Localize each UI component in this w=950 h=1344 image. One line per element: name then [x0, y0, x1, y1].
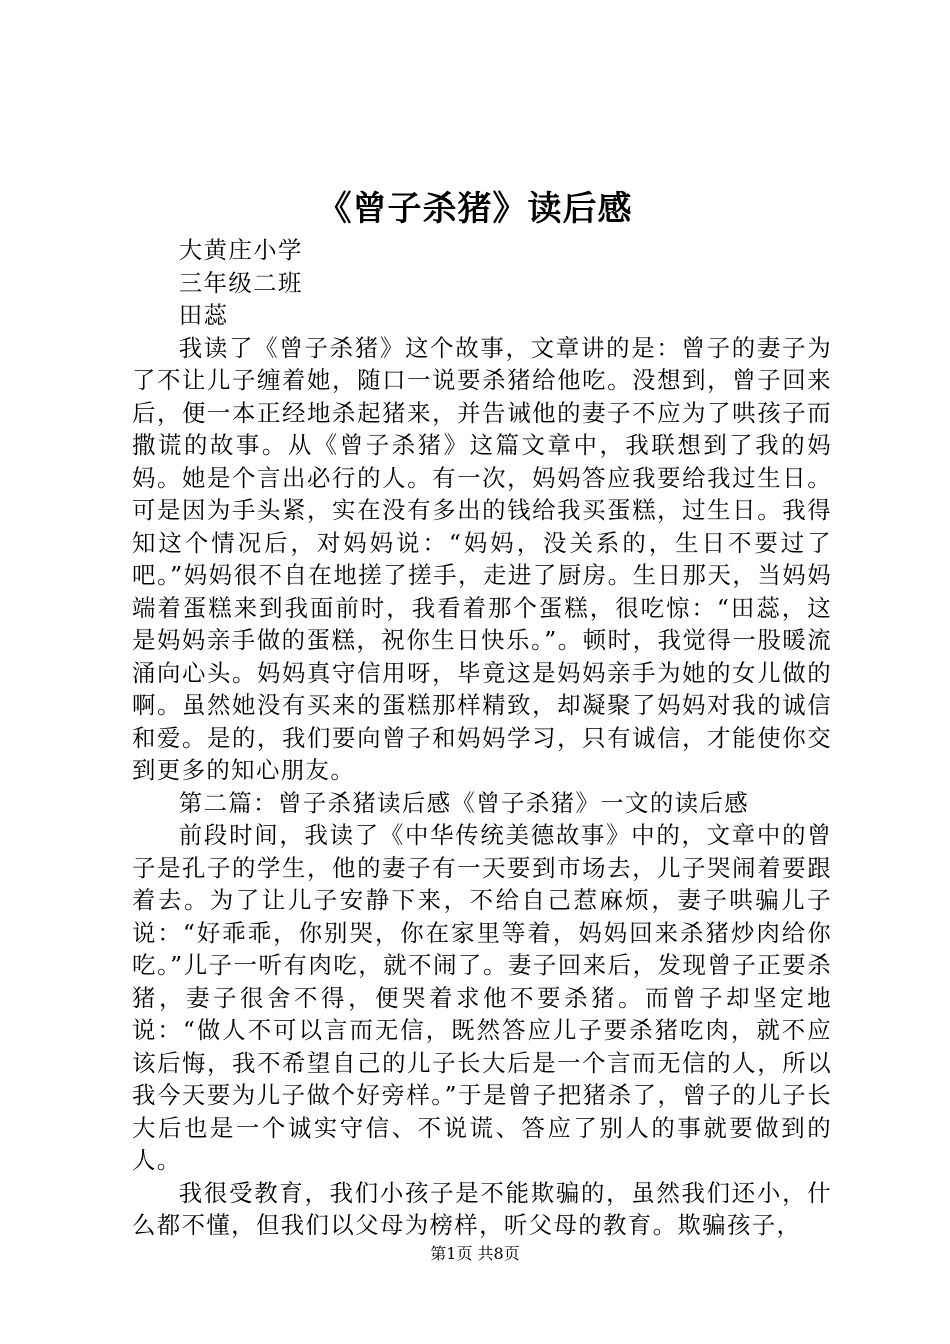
- school-line: 大黄庄小学: [178, 236, 303, 264]
- paragraph: 前段时间，我读了《中华传统美德故事》中的，文章中的曾子是孔子的学生，他的妻子有一天要到市场去，儿子哭闹着要跟着去。为了让儿子安静下来，不给自己惹麻烦，妻子哄骗儿子说：“好乖乖，你别哭，你在家里等着，妈妈回来杀猪炒肉给你吃。”儿子一听有肉吃，就不闹了。妻子回来后，发现曾子正要杀猪，妻子很舍不得，便哭着求他不要杀猪。而曾子却坚定地说：“做人不可以言而无信，既然答应儿子要杀猪吃肉，就不应该后悔，我不希望自己的儿子长大后是一个言而无信的人，所以我今天要为儿子做个好旁样。”于是曾子把猪杀了，曾子的儿子长大后也是一个诚实守信、不说谎、答应了别人的事就要做到的人。: [132, 821, 832, 1174]
- class-line: 三年级二班: [178, 268, 303, 297]
- paragraph: 我读了《曾子杀猪》这个故事，文章讲的是：曾子的妻子为了不让儿子缠着她，随口一说要杀猪给他吃。没想到，曾子回来后，便一本正经地杀起猪来，并告诫他的妻子不应为了哄孩子而撒谎的故事。从《曾子杀猪》这篇文章中，我联想到了我的妈妈。她是个言出必行的人。有一次，妈妈答应我要给我过生日。可是因为手头紧，实在没有多出的钱给我买蛋糕，过生日。我得知这个情况后，对妈妈说：“妈妈，没关系的，生日不要过了吧。”妈妈很不自在地搓了搓手，走进了厨房。生日那天，当妈妈端着蛋糕来到我面前时，我看着那个蛋糕，很吃惊：“田蕊，这是妈妈亲手做的蛋糕，祝你生日快乐。”。顿时，我觉得一股暖流涌向心头。妈妈真守信用呀，毕竟这是妈妈亲手为她的女儿做的啊。虽然她没有买来的蛋糕那样精致，却凝聚了妈妈对我的诚信和爱。是的，我们要向曾子和妈妈学习，只有诚信，才能使你交到更多的知心朋友。: [132, 333, 832, 784]
- author-line: 田蕊: [178, 301, 229, 329]
- document-title: 《曾子杀猪》读后感: [317, 189, 633, 229]
- section-heading: 第二篇：曾子杀猪读后感《曾子杀猪》一文的读后感: [178, 788, 749, 817]
- document-body: [132, 234, 832, 1242]
- page-number: 第1页 共8页: [430, 1244, 520, 1263]
- paragraph: 我很受教育，我们小孩子是不能欺骗的，虽然我们还小，什么都不懂，但我们以父母为榜样，听父母的教育。欺骗孩子，: [132, 1178, 832, 1239]
